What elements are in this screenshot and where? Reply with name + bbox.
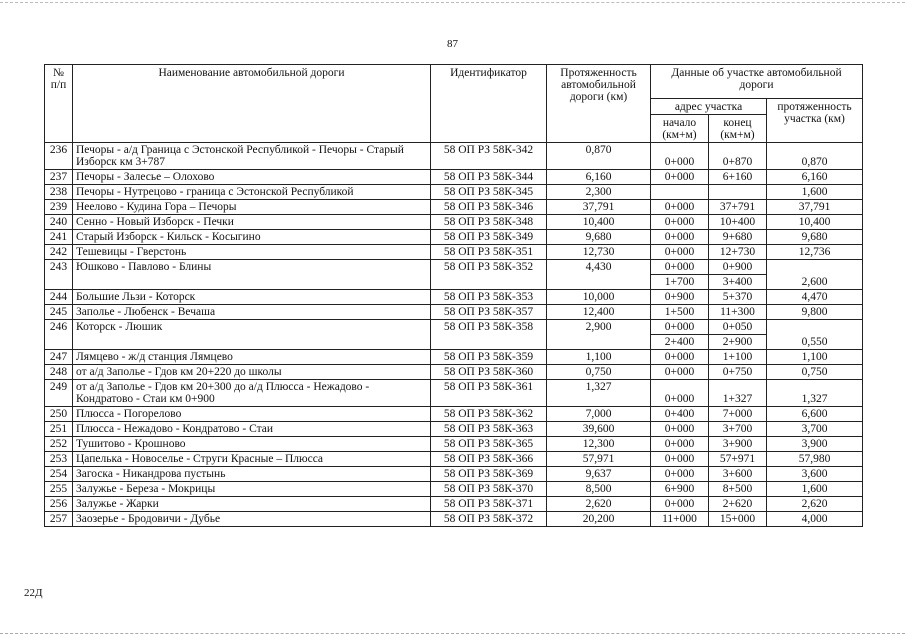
section-start: 0+900 xyxy=(651,290,709,305)
header-num: № п/п xyxy=(45,65,73,143)
section-start xyxy=(651,185,709,200)
roads-table xyxy=(44,64,863,527)
section-start: 0+000 xyxy=(651,422,709,437)
bottom-border-line xyxy=(0,633,905,634)
header-section-length: протяженность участка (км) xyxy=(767,99,863,143)
section-end: 2+620 xyxy=(709,497,767,512)
road-length: 2,620 xyxy=(547,497,651,512)
road-name: Цапелька - Новоселье - Струги Красные – Плюсса xyxy=(73,452,431,467)
row-number: 239 xyxy=(45,200,73,215)
section-start: 0+000 xyxy=(651,245,709,260)
section-start: 0+000 xyxy=(651,350,709,365)
road-identifier: 58 ОП РЗ 58К-360 xyxy=(431,365,547,380)
header-start: начало (км+м) xyxy=(651,115,709,143)
row-number: 256 xyxy=(45,497,73,512)
section-start: 0+000 xyxy=(651,365,709,380)
row-number: 257 xyxy=(45,512,73,527)
road-name: от а/д Заполье - Гдов км 20+220 до школы xyxy=(73,365,431,380)
section-start: 0+000 xyxy=(651,215,709,230)
road-length: 7,000 xyxy=(547,407,651,422)
road-length: 1,100 xyxy=(547,350,651,365)
section-length: 2,620 xyxy=(767,497,863,512)
section-end: 1+327 xyxy=(709,380,767,407)
table-row xyxy=(45,185,863,200)
section-start: 0+000 xyxy=(651,260,709,275)
section-length: 57,980 xyxy=(767,452,863,467)
section-length: 1,327 xyxy=(767,380,863,407)
section-end: 15+000 xyxy=(709,512,767,527)
road-identifier: 58 ОП РЗ 58К-351 xyxy=(431,245,547,260)
road-name: Старый Изборск - Кильск - Косыгино xyxy=(73,230,431,245)
section-start: 0+000 xyxy=(651,143,709,170)
table-row xyxy=(45,467,863,482)
section-length: 0,750 xyxy=(767,365,863,380)
road-identifier: 58 ОП РЗ 58К-372 xyxy=(431,512,547,527)
table-row xyxy=(45,497,863,512)
road-name: от а/д Заполье - Гдов км 20+300 до а/д Плюсса - Нежадово - Кондратово - Стаи км 0+900 xyxy=(73,380,431,407)
road-length: 8,500 xyxy=(547,482,651,497)
road-length: 12,300 xyxy=(547,437,651,452)
header-end: конец (км+м) xyxy=(709,115,767,143)
road-identifier: 58 ОП РЗ 58К-366 xyxy=(431,452,547,467)
section-length: 3,600 xyxy=(767,467,863,482)
row-number: 244 xyxy=(45,290,73,305)
section-end: 6+160 xyxy=(709,170,767,185)
section-start: 0+000 xyxy=(651,497,709,512)
road-identifier: 58 ОП РЗ 58К-349 xyxy=(431,230,547,245)
road-identifier: 58 ОП РЗ 58К-352 xyxy=(431,260,547,290)
header-section-data: Данные об участке автомобильной дороги xyxy=(651,65,863,99)
road-length: 9,680 xyxy=(547,230,651,245)
road-length: 0,870 xyxy=(547,143,651,170)
row-number: 249 xyxy=(45,380,73,407)
table-row xyxy=(45,422,863,437)
road-length: 12,730 xyxy=(547,245,651,260)
section-end: 3+600 xyxy=(709,467,767,482)
row-number: 255 xyxy=(45,482,73,497)
row-number: 253 xyxy=(45,452,73,467)
road-length: 10,000 xyxy=(547,290,651,305)
row-number: 250 xyxy=(45,407,73,422)
section-start: 0+000 xyxy=(651,200,709,215)
section-end: 0+050 xyxy=(709,320,767,335)
section-end: 11+300 xyxy=(709,305,767,320)
table-row xyxy=(45,170,863,185)
row-number: 252 xyxy=(45,437,73,452)
section-end: 37+791 xyxy=(709,200,767,215)
section-length: 3,900 xyxy=(767,437,863,452)
road-name: Загоска - Никандрова пустынь xyxy=(73,467,431,482)
header-road-name: Наименование автомобильной дороги xyxy=(73,65,431,143)
section-start: 0+000 xyxy=(651,437,709,452)
section-end: 2+900 xyxy=(709,335,767,350)
section-length: 4,000 xyxy=(767,512,863,527)
header-identifier: Идентификатор xyxy=(431,65,547,143)
section-start: 0+400 xyxy=(651,407,709,422)
section-length: 37,791 xyxy=(767,200,863,215)
road-identifier: 58 ОП РЗ 58К-344 xyxy=(431,170,547,185)
row-number: 236 xyxy=(45,143,73,170)
section-length: 1,100 xyxy=(767,350,863,365)
section-end: 10+400 xyxy=(709,215,767,230)
road-length: 57,971 xyxy=(547,452,651,467)
road-identifier: 58 ОП РЗ 58К-345 xyxy=(431,185,547,200)
section-start: 11+000 xyxy=(651,512,709,527)
table-row xyxy=(45,512,863,527)
section-end: 3+900 xyxy=(709,437,767,452)
row-number: 245 xyxy=(45,305,73,320)
road-length: 0,750 xyxy=(547,365,651,380)
road-name: Залужье - Жарки xyxy=(73,497,431,512)
table-row xyxy=(45,437,863,452)
road-length: 10,400 xyxy=(547,215,651,230)
road-name: Тешевицы - Гверстонь xyxy=(73,245,431,260)
section-start: 0+000 xyxy=(651,230,709,245)
road-name: Юшково - Павлово - Блины xyxy=(73,260,431,290)
road-identifier: 58 ОП РЗ 58К-361 xyxy=(431,380,547,407)
road-name: Печоры - Залесье – Олохово xyxy=(73,170,431,185)
road-identifier: 58 ОП РЗ 58К-346 xyxy=(431,200,547,215)
road-name: Большие Льзи - Которск xyxy=(73,290,431,305)
section-length: 3,700 xyxy=(767,422,863,437)
section-length: 6,160 xyxy=(767,170,863,185)
table-row xyxy=(45,230,863,245)
road-identifier: 58 ОП РЗ 58К-357 xyxy=(431,305,547,320)
table-row xyxy=(45,380,863,407)
table-row xyxy=(45,200,863,215)
section-length: 6,600 xyxy=(767,407,863,422)
row-number: 242 xyxy=(45,245,73,260)
section-length: 4,470 xyxy=(767,290,863,305)
road-length: 9,637 xyxy=(547,467,651,482)
table-row xyxy=(45,350,863,365)
section-start: 6+900 xyxy=(651,482,709,497)
section-end: 0+870 xyxy=(709,143,767,170)
row-number: 241 xyxy=(45,230,73,245)
row-number: 251 xyxy=(45,422,73,437)
road-name: Плюсса - Погорелово xyxy=(73,407,431,422)
section-start: 2+400 xyxy=(651,335,709,350)
table-row xyxy=(45,215,863,230)
section-start: 0+000 xyxy=(651,452,709,467)
road-name: Неелово - Кудина Гора – Печоры xyxy=(73,200,431,215)
row-number: 247 xyxy=(45,350,73,365)
section-end xyxy=(709,185,767,200)
section-length: 0,550 xyxy=(767,320,863,350)
table-row xyxy=(45,407,863,422)
road-name: Плюсса - Нежадово - Кондратово - Стаи xyxy=(73,422,431,437)
section-length: 9,680 xyxy=(767,230,863,245)
road-identifier: 58 ОП РЗ 58К-371 xyxy=(431,497,547,512)
section-start: 0+000 xyxy=(651,170,709,185)
road-name: Печоры - Нутрецово - граница с Эстонской Республикой xyxy=(73,185,431,200)
section-end: 0+750 xyxy=(709,365,767,380)
section-length: 2,600 xyxy=(767,260,863,290)
section-end: 3+700 xyxy=(709,422,767,437)
section-length: 9,800 xyxy=(767,305,863,320)
section-length: 12,736 xyxy=(767,245,863,260)
table-row xyxy=(45,245,863,260)
road-name: Залужье - Береза - Мокрицы xyxy=(73,482,431,497)
row-number: 248 xyxy=(45,365,73,380)
section-start: 1+700 xyxy=(651,275,709,290)
table-row xyxy=(45,305,863,320)
table-row xyxy=(45,482,863,497)
section-end: 57+971 xyxy=(709,452,767,467)
road-length: 39,600 xyxy=(547,422,651,437)
footer-code: 22Д xyxy=(24,587,43,599)
road-name: Сенно - Новый Изборск - Печки xyxy=(73,215,431,230)
road-identifier: 58 ОП РЗ 58К-353 xyxy=(431,290,547,305)
road-name: Которск - Люшик xyxy=(73,320,431,350)
row-number: 237 xyxy=(45,170,73,185)
road-identifier: 58 ОП РЗ 58К-342 xyxy=(431,143,547,170)
section-start: 0+000 xyxy=(651,380,709,407)
section-end: 0+900 xyxy=(709,260,767,275)
section-length: 10,400 xyxy=(767,215,863,230)
road-name: Лямцево - ж/д станция Лямцево xyxy=(73,350,431,365)
table-row xyxy=(45,143,863,170)
section-length: 1,600 xyxy=(767,185,863,200)
section-end: 12+730 xyxy=(709,245,767,260)
road-length: 20,200 xyxy=(547,512,651,527)
road-name: Заозерье - Бродовичи - Дубье xyxy=(73,512,431,527)
row-number: 240 xyxy=(45,215,73,230)
page-number: 87 xyxy=(447,38,458,50)
table-body xyxy=(45,143,863,527)
section-length: 0,870 xyxy=(767,143,863,170)
row-number: 254 xyxy=(45,467,73,482)
table-row xyxy=(45,365,863,380)
section-start: 1+500 xyxy=(651,305,709,320)
table-row xyxy=(45,320,863,335)
road-length: 4,430 xyxy=(547,260,651,290)
section-end: 3+400 xyxy=(709,275,767,290)
road-identifier: 58 ОП РЗ 58К-370 xyxy=(431,482,547,497)
road-length: 6,160 xyxy=(547,170,651,185)
road-length: 12,400 xyxy=(547,305,651,320)
road-identifier: 58 ОП РЗ 58К-358 xyxy=(431,320,547,350)
section-end: 7+000 xyxy=(709,407,767,422)
row-number: 243 xyxy=(45,260,73,290)
section-length: 1,600 xyxy=(767,482,863,497)
road-identifier: 58 ОП РЗ 58К-363 xyxy=(431,422,547,437)
section-end: 5+370 xyxy=(709,290,767,305)
table-row xyxy=(45,452,863,467)
road-identifier: 58 ОП РЗ 58К-365 xyxy=(431,437,547,452)
road-length: 2,900 xyxy=(547,320,651,350)
road-length: 2,300 xyxy=(547,185,651,200)
row-number: 246 xyxy=(45,320,73,350)
road-name: Печоры - а/д Граница с Эстонской Республикой - Печоры - Старый Изборск км 3+787 xyxy=(73,143,431,170)
table-row xyxy=(45,260,863,275)
section-start: 0+000 xyxy=(651,320,709,335)
top-border-line xyxy=(0,2,905,3)
header-road-length: Протяженность автомобильной дороги (км) xyxy=(547,65,651,143)
road-length: 1,327 xyxy=(547,380,651,407)
road-length: 37,791 xyxy=(547,200,651,215)
road-name: Тушитово - Крошново xyxy=(73,437,431,452)
row-number: 238 xyxy=(45,185,73,200)
section-end: 8+500 xyxy=(709,482,767,497)
header-address: адрес участка xyxy=(651,99,767,115)
road-identifier: 58 ОП РЗ 58К-348 xyxy=(431,215,547,230)
section-end: 1+100 xyxy=(709,350,767,365)
road-name: Заполье - Любенск - Вечаша xyxy=(73,305,431,320)
table-row xyxy=(45,290,863,305)
road-identifier: 58 ОП РЗ 58К-359 xyxy=(431,350,547,365)
road-identifier: 58 ОП РЗ 58К-362 xyxy=(431,407,547,422)
road-identifier: 58 ОП РЗ 58К-369 xyxy=(431,467,547,482)
section-start: 0+000 xyxy=(651,467,709,482)
section-end: 9+680 xyxy=(709,230,767,245)
